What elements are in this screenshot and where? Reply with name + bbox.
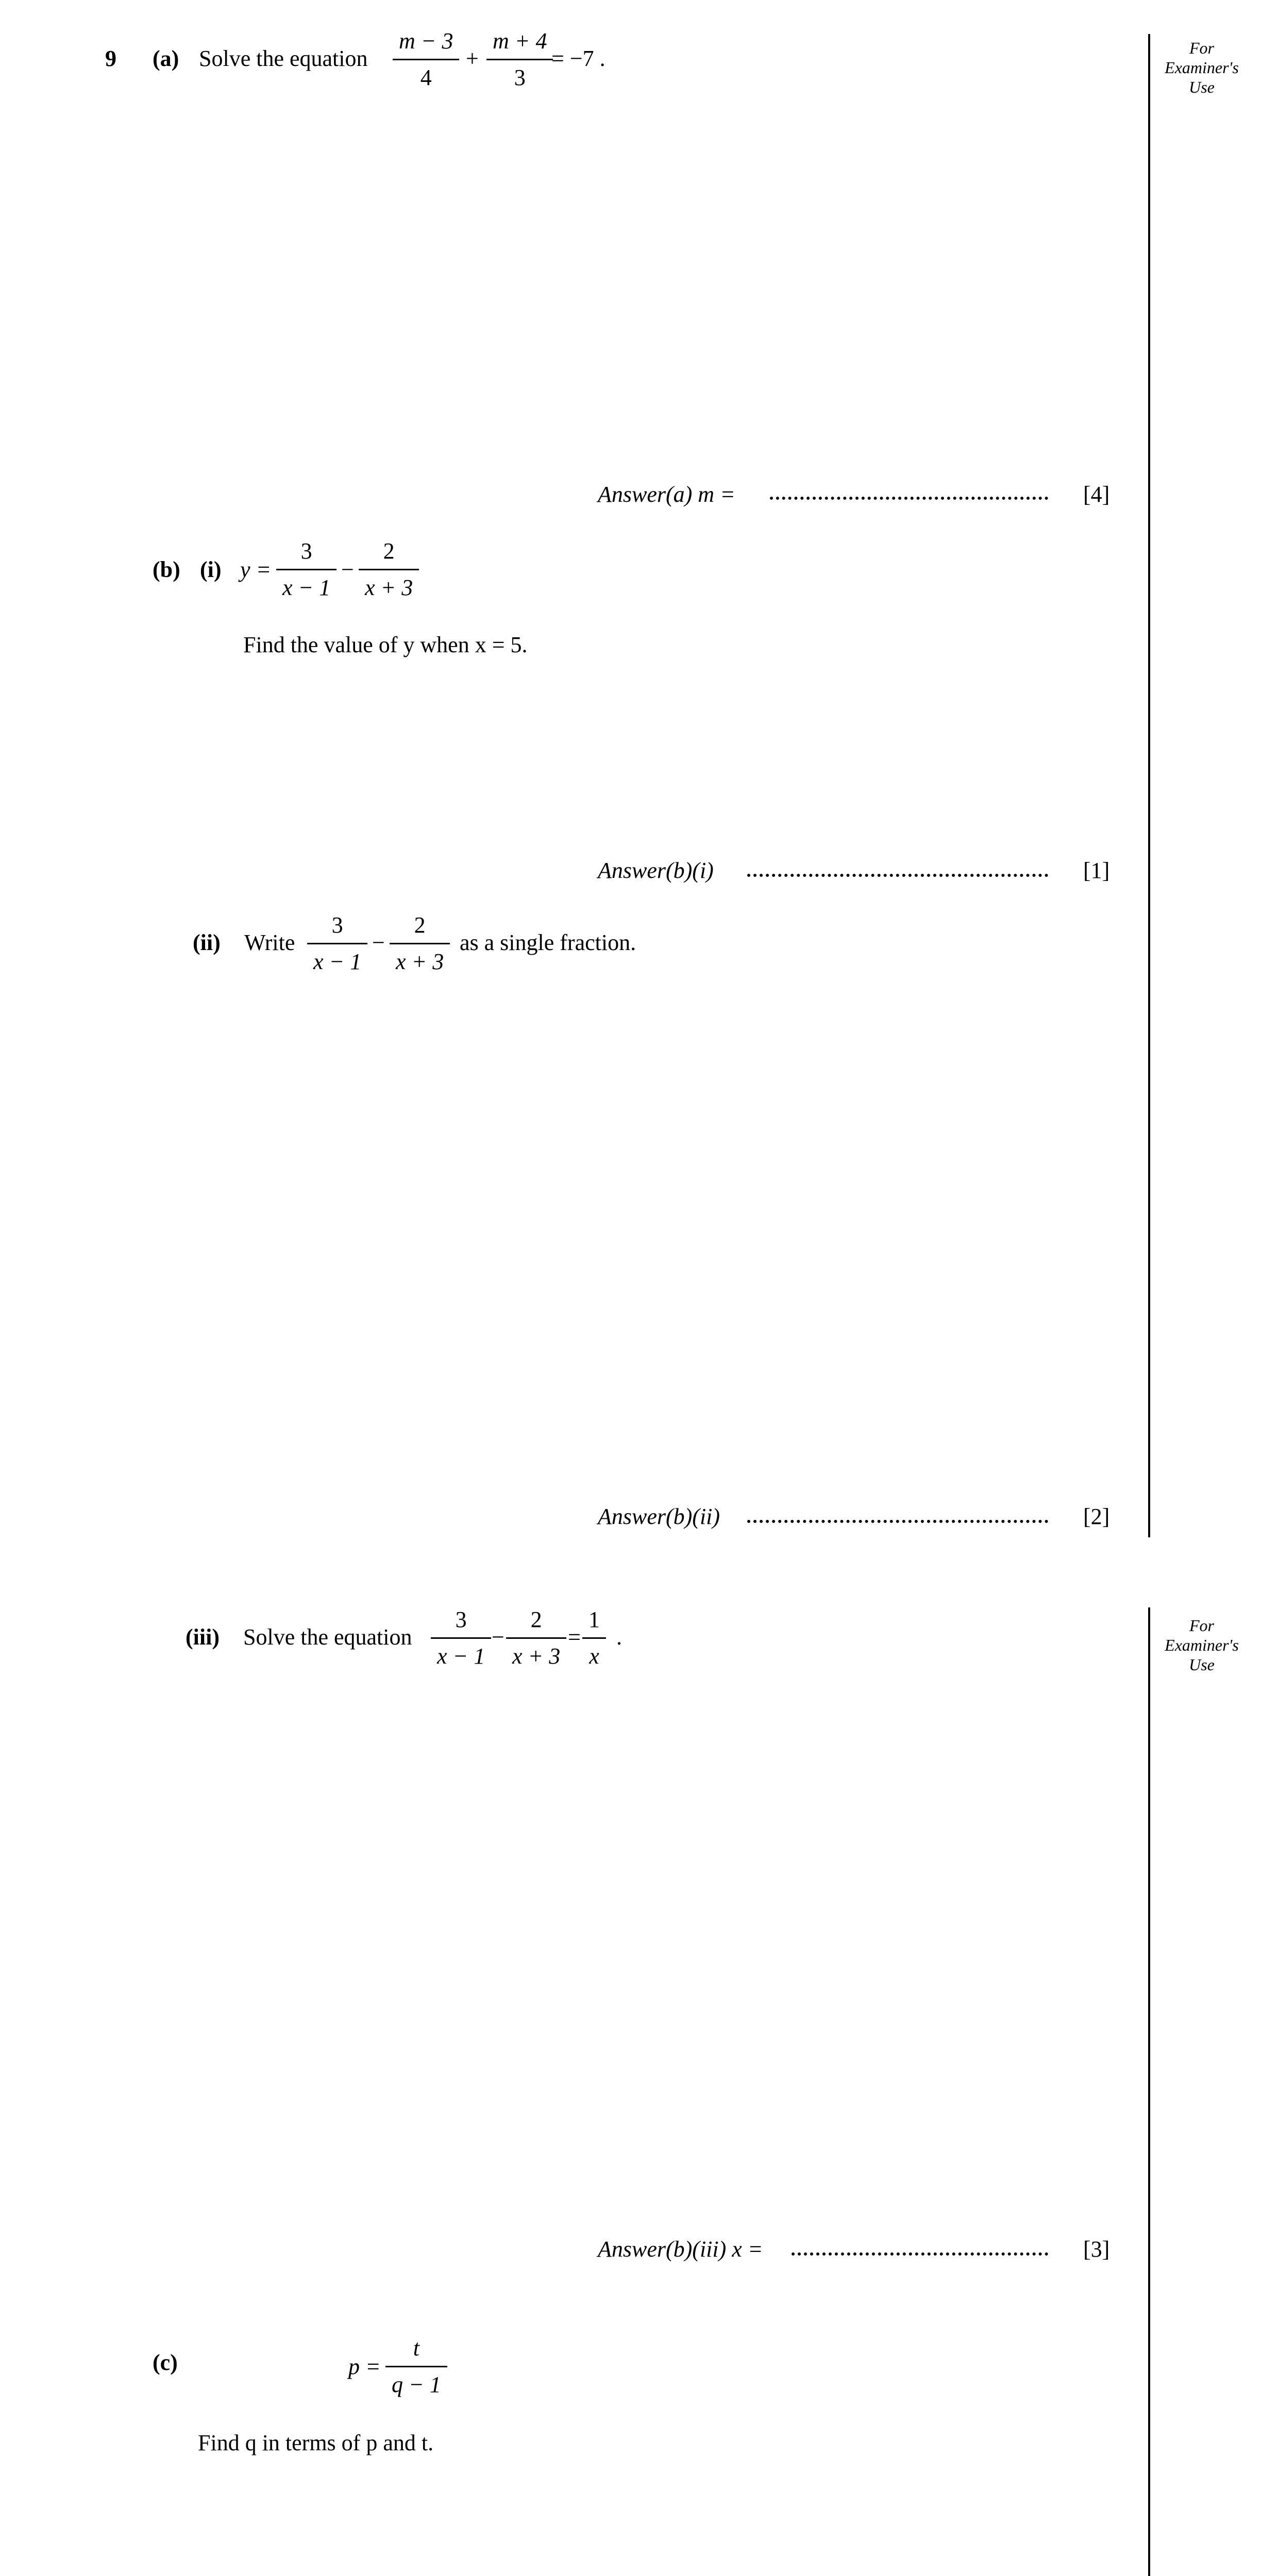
fraction-denominator: 3 bbox=[514, 65, 526, 90]
fraction-denominator: x − 1 bbox=[313, 949, 362, 974]
fraction-bar bbox=[390, 943, 450, 944]
fraction-denominator: x bbox=[589, 1643, 599, 1669]
part-a-fraction-2 bbox=[486, 27, 553, 92]
fraction-bar bbox=[359, 569, 419, 570]
mark-b-iii: [3] bbox=[1083, 2236, 1110, 2262]
part-b-ii-fraction-2 bbox=[390, 911, 450, 976]
part-b-iii-fraction-2 bbox=[506, 1605, 566, 1671]
fraction-bar bbox=[276, 569, 337, 570]
fraction-bar bbox=[486, 59, 553, 60]
mark-b-i: [1] bbox=[1083, 858, 1110, 883]
fraction-denominator: x − 1 bbox=[282, 575, 331, 600]
fraction-numerator: 3 bbox=[300, 538, 312, 564]
examiner-margin-line-top bbox=[1148, 34, 1150, 1537]
examiner-margin-line-bottom bbox=[1148, 1607, 1150, 2576]
part-b-iii-fraction-3 bbox=[582, 1605, 606, 1671]
part-b-iii-end: . bbox=[616, 1624, 622, 1650]
fraction-numerator: 2 bbox=[414, 912, 426, 938]
fraction-numerator: 2 bbox=[530, 1607, 542, 1632]
part-b-ii-label: (ii) bbox=[193, 930, 221, 955]
mark-b-ii: [2] bbox=[1083, 1504, 1110, 1529]
minus-sign: − bbox=[341, 557, 354, 582]
part-b-i-label: (i) bbox=[200, 557, 222, 582]
part-b-i-fraction-2 bbox=[359, 537, 419, 602]
part-a-rhs: = −7 . bbox=[551, 46, 606, 71]
equals-sign: = bbox=[568, 1624, 581, 1650]
plus-sign: + bbox=[466, 46, 479, 71]
part-b-iii-label: (iii) bbox=[186, 1624, 220, 1650]
part-b-i-fraction-1 bbox=[276, 537, 337, 602]
question-number: 9 bbox=[105, 46, 116, 71]
answer-b-iii-line[interactable] bbox=[792, 2252, 1048, 2256]
fraction-bar bbox=[506, 1637, 566, 1639]
examiner-use-label-top: For Examiner's Use bbox=[1165, 39, 1239, 96]
part-c-instruction: Find q in terms of p and t. bbox=[198, 2430, 434, 2455]
answer-a-line[interactable] bbox=[770, 497, 1048, 500]
fraction-numerator: t bbox=[413, 2335, 419, 2361]
minus-sign: − bbox=[372, 930, 385, 955]
answer-b-ii-line[interactable] bbox=[747, 1520, 1048, 1523]
part-c-fraction bbox=[385, 2334, 447, 2399]
fraction-bar bbox=[431, 1637, 491, 1639]
fraction-denominator: x − 1 bbox=[437, 1643, 485, 1669]
answer-a-label: Answer(a) m = bbox=[598, 482, 735, 507]
fraction-bar bbox=[582, 1637, 606, 1639]
part-b-iii-fraction-1 bbox=[431, 1605, 491, 1671]
fraction-numerator: 3 bbox=[331, 912, 343, 938]
part-b-label: (b) bbox=[153, 557, 180, 582]
part-b-i-instruction: Find the value of y when x = 5. bbox=[243, 632, 528, 657]
part-c-lhs: p = bbox=[348, 2354, 381, 2379]
part-c-label: (c) bbox=[153, 2350, 178, 2375]
answer-b-iii-label: Answer(b)(iii) x = bbox=[598, 2236, 763, 2262]
part-a-label: (a) bbox=[153, 46, 179, 71]
part-b-iii-prompt: Solve the equation bbox=[243, 1624, 412, 1650]
part-a-prompt: Solve the equation bbox=[199, 46, 368, 71]
answer-b-i-label: Answer(b)(i) bbox=[598, 858, 714, 883]
fraction-denominator: 4 bbox=[420, 65, 432, 90]
minus-sign: − bbox=[492, 1624, 505, 1650]
mark-a: [4] bbox=[1083, 482, 1110, 507]
fraction-bar bbox=[307, 943, 367, 944]
fraction-denominator: x + 3 bbox=[512, 1643, 561, 1669]
fraction-denominator: x + 3 bbox=[365, 575, 413, 600]
fraction-numerator: m + 4 bbox=[493, 28, 547, 54]
part-a-fraction-1 bbox=[393, 27, 459, 92]
part-b-ii-suffix: as a single fraction. bbox=[460, 930, 636, 955]
fraction-numerator: m − 3 bbox=[399, 28, 453, 54]
part-b-i-lhs: y = bbox=[240, 557, 272, 582]
answer-b-i-line[interactable] bbox=[747, 874, 1048, 877]
fraction-numerator: 3 bbox=[455, 1607, 467, 1632]
fraction-numerator: 1 bbox=[588, 1607, 600, 1632]
fraction-denominator: x + 3 bbox=[396, 949, 444, 974]
fraction-bar bbox=[385, 2366, 447, 2367]
part-b-ii-write: Write bbox=[244, 930, 295, 955]
part-b-ii-fraction-1 bbox=[307, 911, 367, 976]
fraction-bar bbox=[393, 59, 459, 60]
answer-b-ii-label: Answer(b)(ii) bbox=[598, 1504, 720, 1529]
fraction-denominator: q − 1 bbox=[392, 2372, 441, 2397]
examiner-use-label-bottom: For Examiner's Use bbox=[1165, 1616, 1239, 1674]
fraction-numerator: 2 bbox=[383, 538, 395, 564]
